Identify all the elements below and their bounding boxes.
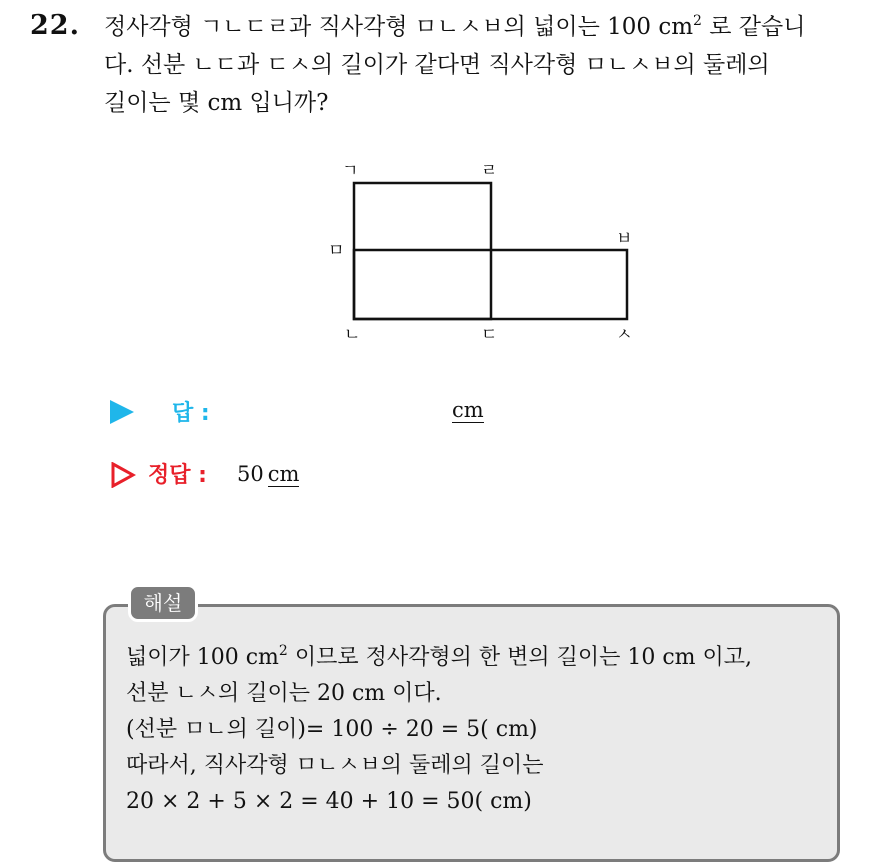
correct-answer-row: [110, 458, 610, 494]
vertex-label-g: ㄱ: [342, 161, 359, 181]
vertex-label-r: ㄹ: [481, 161, 498, 181]
vertex-label-m: ㅁ: [328, 241, 345, 261]
answer-label: 답 :: [172, 401, 210, 426]
answer-row: [110, 396, 610, 432]
solution-line-4: 따라서, 직사각형 ㅁㄴㅅㅂ의 둘레의 길이는: [126, 753, 544, 778]
solution-line-1-a: 넓이가 100 cm: [126, 645, 279, 670]
outline-triangle-icon: [110, 462, 136, 488]
vertex-label-b: ㅂ: [616, 229, 633, 249]
vertex-label-s: ㅅ: [616, 325, 633, 345]
solution-line-1-b: 이므로 정사각형의 한 변의 길이는 10 cm 이고,: [287, 645, 752, 670]
solution-line-2: 선분 ㄴㅅ의 길이는 20 cm 이다.: [126, 681, 442, 706]
correct-answer-unit: cm: [267, 462, 300, 486]
answer-unit: cm: [452, 398, 484, 422]
question-line-2: 다. 선분 ㄴㄷ과 ㄷㅅ의 길이가 같다면 직사각형 ㅁㄴㅅㅂ의 둘레의: [104, 52, 770, 78]
solution-tag: 해설: [128, 584, 198, 622]
question-number: 22.: [30, 10, 80, 41]
question-line-1-tail: 로 같습니: [701, 14, 806, 40]
figure-svg: [320, 150, 650, 350]
superscript: 2: [278, 643, 288, 659]
solution-line-3: (선분 ㅁㄴ의 길이)= 100 ÷ 20 = 5( cm): [126, 717, 538, 742]
solution-line-5: 20 × 2 + 5 × 2 = 40 + 10 = 50( cm): [126, 789, 532, 814]
solution-text: [126, 640, 826, 820]
question-text: [104, 8, 874, 122]
play-triangle-icon: [110, 400, 134, 424]
correct-answer-label: 정답 :: [148, 463, 207, 488]
solution-line-1: [126, 640, 826, 676]
superscript: 2: [693, 13, 702, 29]
vertex-label-n: ㄴ: [344, 325, 361, 345]
question-line-1-text: 정사각형 ㄱㄴㄷㄹ과 직사각형 ㅁㄴㅅㅂ의 넓이는 100 cm: [104, 14, 694, 40]
geometry-figure: [320, 150, 650, 350]
vertex-label-d: ㄷ: [481, 325, 498, 345]
correct-answer-value: [237, 462, 299, 486]
question-line-1: [104, 8, 874, 46]
question-line-3: 길이는 몇 cm 입니까?: [104, 90, 329, 116]
correct-answer-number: 50: [237, 462, 264, 486]
